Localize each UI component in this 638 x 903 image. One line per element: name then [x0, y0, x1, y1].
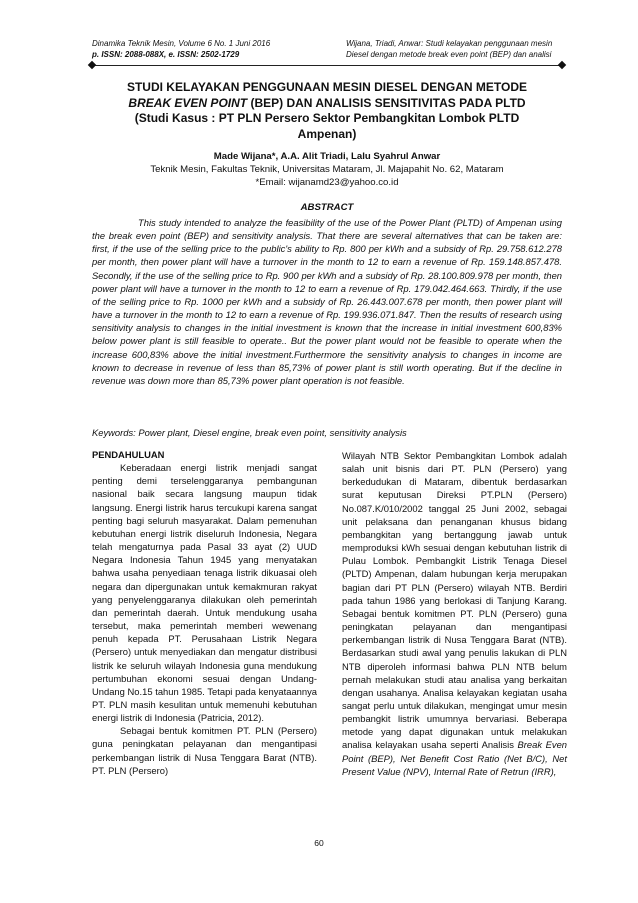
author-affiliation: Teknik Mesin, Fakultas Teknik, Universitas Mataram, Jl. Majapahit No. 62, Mataram — [150, 164, 504, 175]
paper-title — [92, 80, 562, 142]
intro-paragraph-3 — [342, 449, 567, 778]
abstract-text: This study intended to analyze the feasibility of the use of the Power Plant (PLTD) of Ampenan using the break even point (BEP) and sensitivity analysis. That there are several alternatives that can be taken are: first, if the use of the selling price to the public's ability to Rp. 800 per kWh and a subsidy of Rp. 29.758.612.278 per month, then power plant will have a turnover in the month to 12 to earn a revenue of Rp. 159.148.857.478. Secondly, if the use of the selling price to Rp. 900 per kWh and a subsidy of Rp. 28.100.809.978 per month, then power plant will have a turnover in the month to 12 to earn a revenue of Rp. 179.042.464.663. Thirdly, if the use of the selling price to Rp. 1000 per kWh and a subsidy of Rp. 26.443.007.678 per month, then power plant will have a turnover in the month to 12 to earn a revenue of Rp. 199.936.071.847. Then the results of research using sensitivity analysis to changes in the initial investment is known that the increase in initial investment 600,83% below power plant is still feasible to operate.. But the power plant would not be feasible to operate when the increase 600,83% above the initial investment.Furthermore the sensitivity analysis to changes in income are known to decrease in revenue of less than 85,73% of power plant is still worth operating. But if the decline in revenue was down more than 85,73% power plant operation is not feasible. — [92, 217, 562, 386]
intro-paragraph-3-text: Wilayah NTB Sektor Pembangkitan Lombok adalah salah unit bisnis dari PT. PLN (Persero) yang berkedudukan di Mataram, dibentuk berdasarkan surat keputusan Direksi PT.PLN (Persero) No.087.K/010/2002 tanggal 25 Juni 2002, sebagai unit pelaksana dan penanganan khusus bidang pembangkitan yang bertanggung jawab untuk memproduksi kWh sesuai dengan kebutuhan listrik di Pulau Lombok. Pembangkit Listrik Tenaga Diesel (PLTD) Ampenan, dalam hubungan kerja merupakan bagian dari PT PLN (Persero) wilayah NTB. Berdiri pada tahun 1986 yang berlokasi di Tanjung Karang. Sebagai bentuk komitmen PT. PLN (Persero) guna peningkatan pelayanan dan mengantipasi perkembangan listrik di Nusa Tenggara Barat (NTB). Berdasarkan studi awal yang penulis lakukan di PLN NTB diperoleh informasi bahwa PLN NTB belum pernah melakukan studi atau analisa yang berkaitan dengan usahanya. Analisa kelayakan kegiatan usaha sangat perlu untuk dilakukan, mengingat umur mesin pembangkit listrik umumnya bervariasi. Beberapa metode yang dapat digunakan untuk melakukan analisa kelayakan usaha seperti Analisis — [342, 450, 567, 751]
intro-paragraph-1 — [92, 461, 317, 724]
divider-left-diamond-icon — [88, 61, 96, 69]
author-block — [92, 150, 562, 189]
author-names: Made Wijana*, A.A. Alit Triadi, Lalu Syahrul Anwar — [213, 151, 441, 162]
running-title — [346, 38, 552, 60]
running-title-line2: Diesel dengan metode break even point (BEP) dan analisi — [346, 50, 552, 59]
intro-paragraph-2-text: Sebagai bentuk komitmen PT. PLN (Persero) guna peningkatan pelayanan dan mengantipasi perkembangan listrik di Nusa Tenggara Barat (NTB). PT. PLN (Persero) — [92, 725, 317, 776]
right-column — [342, 449, 567, 778]
journal-issn: p. ISSN: 2088-088X, e. ISSN: 2502-1729 — [92, 50, 240, 59]
section-heading: PENDAHULUAN — [92, 449, 165, 460]
journal-info — [92, 38, 270, 60]
left-column — [92, 448, 317, 777]
title-line-2-rest: (BEP) DAN ANALISIS SENSITIVITAS PADA PLTD — [247, 95, 526, 110]
keywords: Keywords: Power plant, Diesel engine, break even point, sensitivity analysis — [92, 427, 407, 438]
intro-paragraph-2 — [92, 724, 317, 777]
title-line-2 — [92, 96, 562, 112]
abstract-body — [92, 216, 562, 387]
title-italic-term: BREAK EVEN POINT — [128, 95, 248, 110]
header-divider — [92, 65, 562, 66]
intro-paragraph-3-methods: Break Even Point (BEP), Net Benefit Cost Ratio (Net B/C), Net Present Value (NPV), Internal Rate of Retrun (IRR), — [342, 739, 567, 777]
title-line-3: (Studi Kasus : PT PLN Persero Sektor Pembangkitan Lombok PLTD — [134, 111, 520, 125]
title-line-4: Ampenan) — [297, 126, 357, 141]
abstract-heading: ABSTRACT — [300, 202, 354, 213]
running-title-line1: Wijana, Triadi, Anwar: Studi kelayakan penggunaan mesin — [346, 39, 553, 48]
title-line-1: STUDI KELAYAKAN PENGGUNAAN MESIN DIESEL DENGAN METODE — [126, 80, 528, 94]
divider-right-diamond-icon — [558, 61, 566, 69]
running-header — [92, 38, 562, 62]
page-number: 60 — [314, 838, 324, 848]
author-email: *Email: wijanamd23@yahoo.co.id — [255, 177, 399, 188]
journal-volume: Dinamika Teknik Mesin, Volume 6 No. 1 Juni 2016 — [92, 39, 271, 48]
intro-paragraph-1-text: Keberadaan energi listrik menjadi sangat penting demi terselenggaranya pembangunan nasional baik secara langsung maupun tidak langsung. Energi listrik harus tercukupi karena sangat penting bagi seluruh masyarakat. Dalam pemenuhan kebutuhan energi listrik diseluruh Indonesia, Negara telah mengaturnya pada Pasal 33 ayat (2) UUD Negara Indonesia Tahun 1945 yang menyatakan bahwa usaha penyediaan tenaga listrik dikuasai oleh negara dan dipergunakan untuk kemakmuran rakyat yang penyelenggaranya dilakukan oleh pemerintah dan pemerintah daerah. Untuk mendukung usaha tersebut, maka pemerintah memberi wewenang penuh kepada PT. Perusahaan Listrik Negara (Persero) untuk menyediakan dan mengatur distribusi listrik ke seluruh wilayah Indonesia guna mendukung pertumbuhan ekonomi sesuai dengan Undang-Undang No.15 tahun 1985. Tetapi pada kenyataannya PT. PLN masih kesulitan untuk memenuhi kebutuhan energi listrik di Indonesia (Patricia, 2012). — [92, 462, 317, 724]
